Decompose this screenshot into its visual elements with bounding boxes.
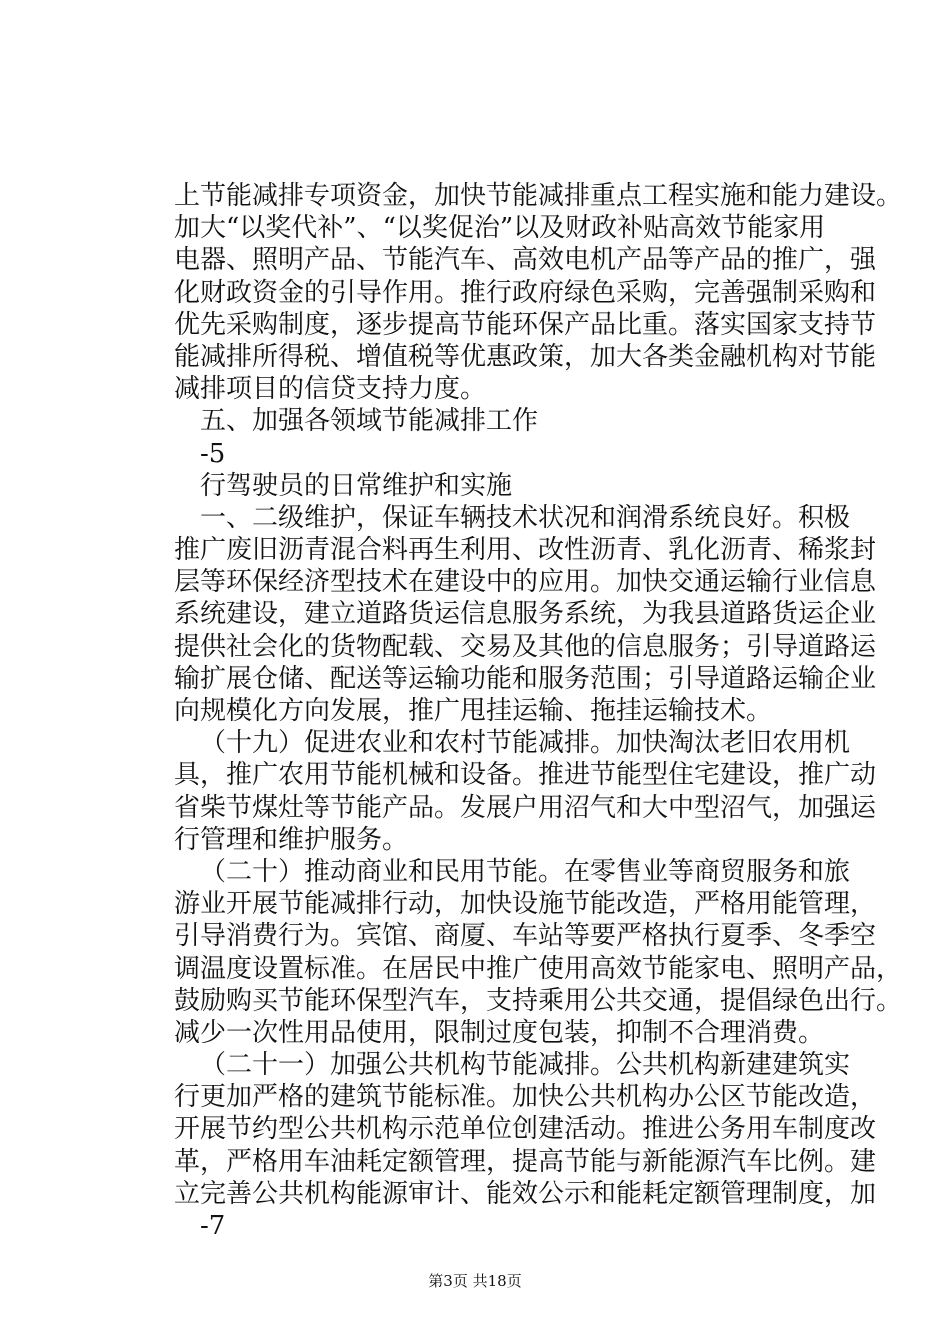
paragraph-start: （二十一）加强公共机构节能减排。公共机构新建建筑实 — [200, 1050, 851, 1081]
page-number-label: 第3页 共18页 — [428, 1272, 522, 1290]
text-line: 立完善公共机构能源审计、能效公示和能耗定额管理制度，加 — [174, 1178, 877, 1209]
text-line: 革，严格用车油耗定额管理，提高节能与新能源汽车比例。建 — [174, 1146, 877, 1177]
page-footer — [0, 1270, 950, 1291]
text-line: 化财政资金的引导作用。推行政府绿色采购，完善强制采购和 — [174, 277, 877, 308]
text-line: 加大“以奖代补”、“以奖促治”以及财政补贴高效节能家用 — [174, 213, 826, 244]
text-line: 游业开展节能减排行动，加快设施节能改造，严格用能管理， — [174, 889, 877, 920]
text-line: 减少一次性用品使用，限制过度包装，抑制不合理消费。 — [174, 1017, 825, 1048]
document-body — [174, 180, 903, 1242]
text-line: 层等环保经济型技术在建设中的应用。加快交通运输行业信息 — [174, 567, 877, 598]
text-line: 推广废旧沥青混合料再生利用、改性沥青、乳化沥青、稀浆封 — [174, 535, 877, 566]
text-line: 能减排所得税、增值税等优惠政策，加大各类金融机构对节能 — [174, 341, 877, 372]
text-line: 引导消费行为。宾馆、商厦、车站等要严格执行夏季、冬季空 — [174, 921, 877, 952]
page-marker: -5 — [200, 438, 226, 469]
section-heading: 五、加强各领域节能减排工作 — [200, 406, 539, 437]
paragraph-start: （十九）促进农业和农村节能减排。加快淘汰老旧农用机 — [200, 728, 851, 759]
text-line: 优先采购制度，逐步提高节能环保产品比重。落实国家支持节 — [174, 309, 877, 340]
page-marker: -7 — [200, 1211, 226, 1241]
text-line: 减排项目的信贷支持力度。 — [174, 374, 487, 405]
text-line: 开展节约型公共机构示范单位创建活动。推进公务用车制度改 — [174, 1114, 877, 1145]
text-line: 电器、照明产品、节能汽车、高效电机产品等产品的推广，强 — [174, 245, 877, 276]
paragraph-start: （二十）推动商业和民用节能。在零售业等商贸服务和旅 — [200, 856, 851, 887]
text-line: 向规模化方向发展，推广甩挂运输、拖挂运输技术。 — [174, 696, 773, 726]
text-line: 系统建设，建立道路货运信息服务系统，为我县道路货运企业 — [174, 599, 877, 630]
text-line: 具，推广农用节能机械和设备。推进节能型住宅建设，推广动 — [174, 760, 877, 791]
text-line: 鼓励购买节能环保型汽车，支持乘用公共交通，提倡绿色出行。 — [174, 985, 903, 1016]
text-line: 调温度设置标准。在居民中推广使用高效节能家电、照明产品， — [174, 953, 903, 984]
text-line: 行更加严格的建筑节能标准。加快公共机构办公区节能改造， — [174, 1082, 877, 1113]
text-line: 提供社会化的货物配载、交易及其他的信息服务；引导道路运 — [174, 631, 877, 662]
text-line: 行管理和维护服务。 — [174, 824, 409, 855]
text-line: 省柴节煤灶等节能产品。发展户用沼气和大中型沼气，加强运 — [174, 792, 877, 823]
text-line: 一、二级维护，保证车辆技术状况和润滑系统良好。积极 — [200, 502, 851, 533]
text-line: 上节能减排专项资金，加快节能减排重点工程实施和能力建设。 — [174, 181, 903, 211]
text-line: 输扩展仓储、配送等运输功能和服务范围；引导道路运输企业 — [174, 663, 877, 694]
text-line: 行驾驶员的日常维护和实施 — [200, 470, 513, 501]
